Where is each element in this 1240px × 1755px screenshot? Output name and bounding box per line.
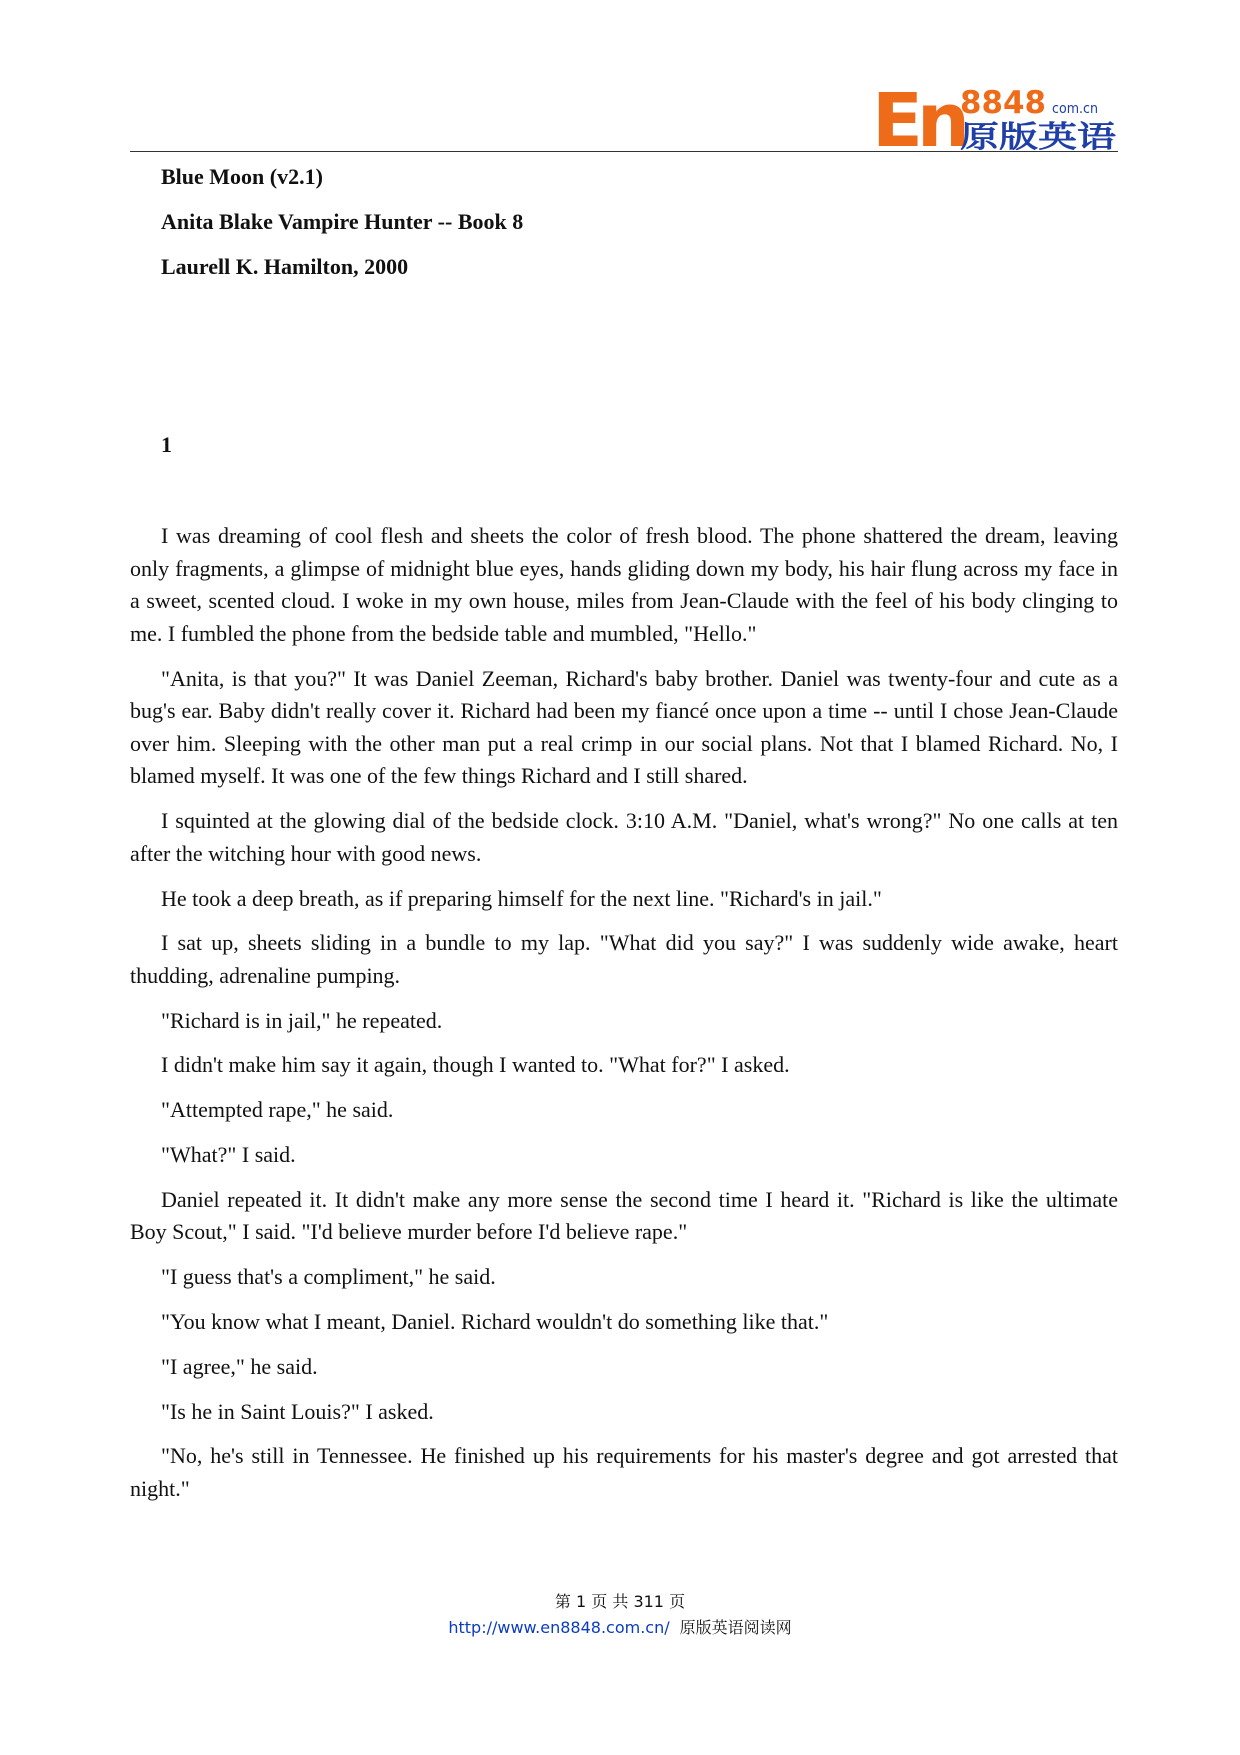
site-logo[interactable] bbox=[872, 84, 1118, 154]
logo-en-letters: En bbox=[872, 84, 965, 154]
paragraph: "I guess that's a compliment," he said. bbox=[161, 1264, 496, 1290]
logo-chinese: 原版英语 bbox=[960, 120, 1116, 154]
logo-domain: com.cn bbox=[1052, 101, 1098, 117]
paragraph: "What?" I said. bbox=[161, 1142, 296, 1167]
paragraph: "Attempted rape," he said. bbox=[161, 1097, 394, 1123]
paragraph: "Richard is in jail," he repeated. bbox=[161, 1007, 443, 1033]
author-line: Laurell K. Hamilton, 2000 bbox=[161, 254, 409, 279]
paragraph: I sat up, sheets sliding in a bundle to my lap. "What did you say?" I was suddenly wide awake, heart thudding, adrenaline pumping. bbox=[130, 930, 1118, 988]
logo-graphic bbox=[872, 84, 1118, 154]
footer-link-row bbox=[0, 1615, 1240, 1638]
page-counter: 第 1 页 共 311 页 bbox=[554, 1592, 686, 1611]
paragraph: I was dreaming of cool flesh and sheets the color of fresh blood. The phone shattered the dream, leaving only fragments, a glimpse of midnight blue eyes, hands gliding down my body, his hair flung across my face in a sweet, scented cloud. I woke in my own house, miles from Jean-Claude with the feel of his body clinging to me. I fumbled the phone from the bedside table and mumbled, "Hello." bbox=[130, 523, 1118, 646]
paragraph: I squinted at the glowing dial of the bedside clock. 3:10 A.M. "Daniel, what's wrong?" No one calls at ten after the witching hour with good news. bbox=[130, 808, 1118, 866]
paragraph: "You know what I meant, Daniel. Richard wouldn't do something like that." bbox=[161, 1308, 829, 1334]
paragraph: "I agree," he said. bbox=[161, 1353, 318, 1379]
paragraph: "No, he's still in Tennessee. He finished up his requirements for his master's degree and got arrested that night." bbox=[130, 1443, 1118, 1501]
site-url-link[interactable]: http://www.en8848.com.cn/ bbox=[448, 1618, 670, 1637]
body-text bbox=[130, 520, 1118, 1518]
paragraph: I didn't make him say it again, though I wanted to. "What for?" I asked. bbox=[161, 1052, 790, 1078]
logo-number: 8848 bbox=[960, 85, 1046, 121]
book-title: Blue Moon (v2.1) bbox=[161, 164, 323, 189]
series-line: Anita Blake Vampire Hunter -- Book 8 bbox=[161, 209, 524, 234]
header-divider bbox=[130, 151, 1118, 152]
chapter-number: 1 bbox=[161, 432, 172, 457]
site-name: 原版英语阅读网 bbox=[679, 1618, 792, 1637]
paragraph: Daniel repeated it. It didn't make any more sense the second time I heard it. "Richard is like the ultimate Boy Scout," I said. "I'd believe murder before I'd believe rape." bbox=[130, 1186, 1118, 1245]
paragraph: "Is he in Saint Louis?" I asked. bbox=[161, 1398, 434, 1424]
paragraph: "Anita, is that you?" It was Daniel Zeeman, Richard's baby brother. Daniel was twenty-four and cute as a bug's ear. Baby didn't really cover it. Richard had been my fiancé once upon a time -- until I chose Jean-Claude over him. Sleeping with the other man put a real crimp in our social plans. Not that I blamed Richard. No, I blamed myself. It was one of the few things Richard and I still shared. bbox=[130, 665, 1118, 789]
paragraph: He took a deep breath, as if preparing himself for the next line. "Richard's in jail." bbox=[161, 885, 882, 911]
